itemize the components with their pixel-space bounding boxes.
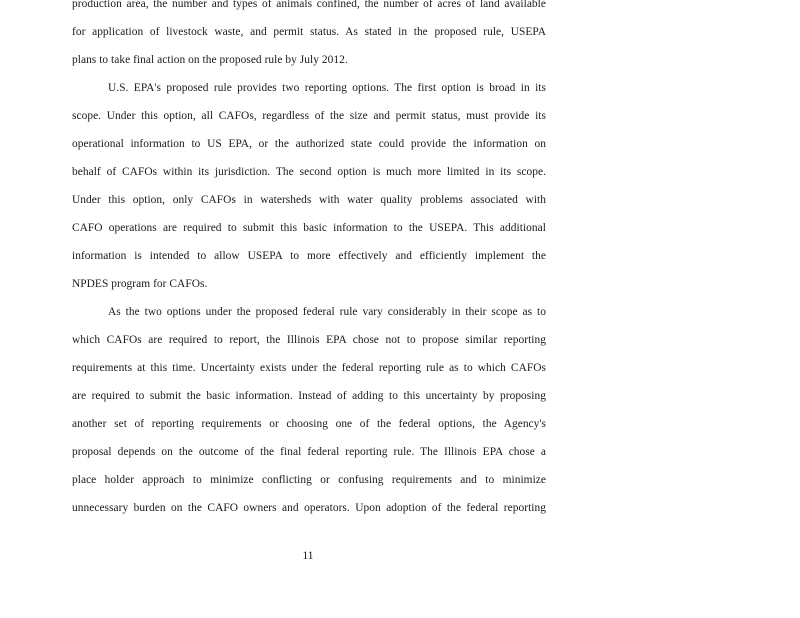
paragraph-first-line: U.S. EPA's proposed rule provides two reporting options. The first option is broad in its xyxy=(108,82,546,94)
page-number: 11 xyxy=(302,550,314,562)
text-line: are required to submit the basic information. Instead of adding to this uncertainty by proposing xyxy=(72,390,546,402)
text-line: CAFO operations are required to submit this basic information to the USEPA. This additional xyxy=(72,222,546,234)
text-line: Under this option, only CAFOs in watersheds with water quality problems associated with xyxy=(72,194,546,206)
text-line: information is intended to allow USEPA to more effectively and efficiently implement the xyxy=(72,250,546,262)
text-line: operational information to US EPA, or the authorized state could provide the information on xyxy=(72,138,546,150)
text-line: another set of reporting requirements or choosing one of the federal options, the Agency's xyxy=(72,418,546,430)
text-line: place holder approach to minimize conflicting or confusing requirements and to minimize xyxy=(72,474,546,486)
text-line: scope. Under this option, all CAFOs, regardless of the size and permit status, must provide its xyxy=(72,110,546,122)
text-line: plans to take final action on the proposed rule by July 2012. xyxy=(72,54,348,66)
text-line: requirements at this time. Uncertainty exists under the federal reporting rule as to which CAFOs xyxy=(72,362,546,374)
text-line: unnecessary burden on the CAFO owners and operators. Upon adoption of the federal reporting xyxy=(72,502,546,514)
text-line: proposal depends on the outcome of the final federal reporting rule. The Illinois EPA chose a xyxy=(72,446,546,458)
paragraph-first-line: As the two options under the proposed federal rule vary considerably in their scope as to xyxy=(108,306,546,318)
text-line: NPDES program for CAFOs. xyxy=(72,278,208,290)
text-line: for application of livestock waste, and permit status. As stated in the proposed rule, USEPA xyxy=(72,26,546,38)
text-line: behalf of CAFOs within its jurisdiction. The second option is much more limited in its scope. xyxy=(72,166,546,178)
text-line: which CAFOs are required to report, the Illinois EPA chose not to propose similar reporting xyxy=(72,334,546,346)
text-line: production area, the number and types of animals confined, the number of acres of land available xyxy=(72,0,546,10)
